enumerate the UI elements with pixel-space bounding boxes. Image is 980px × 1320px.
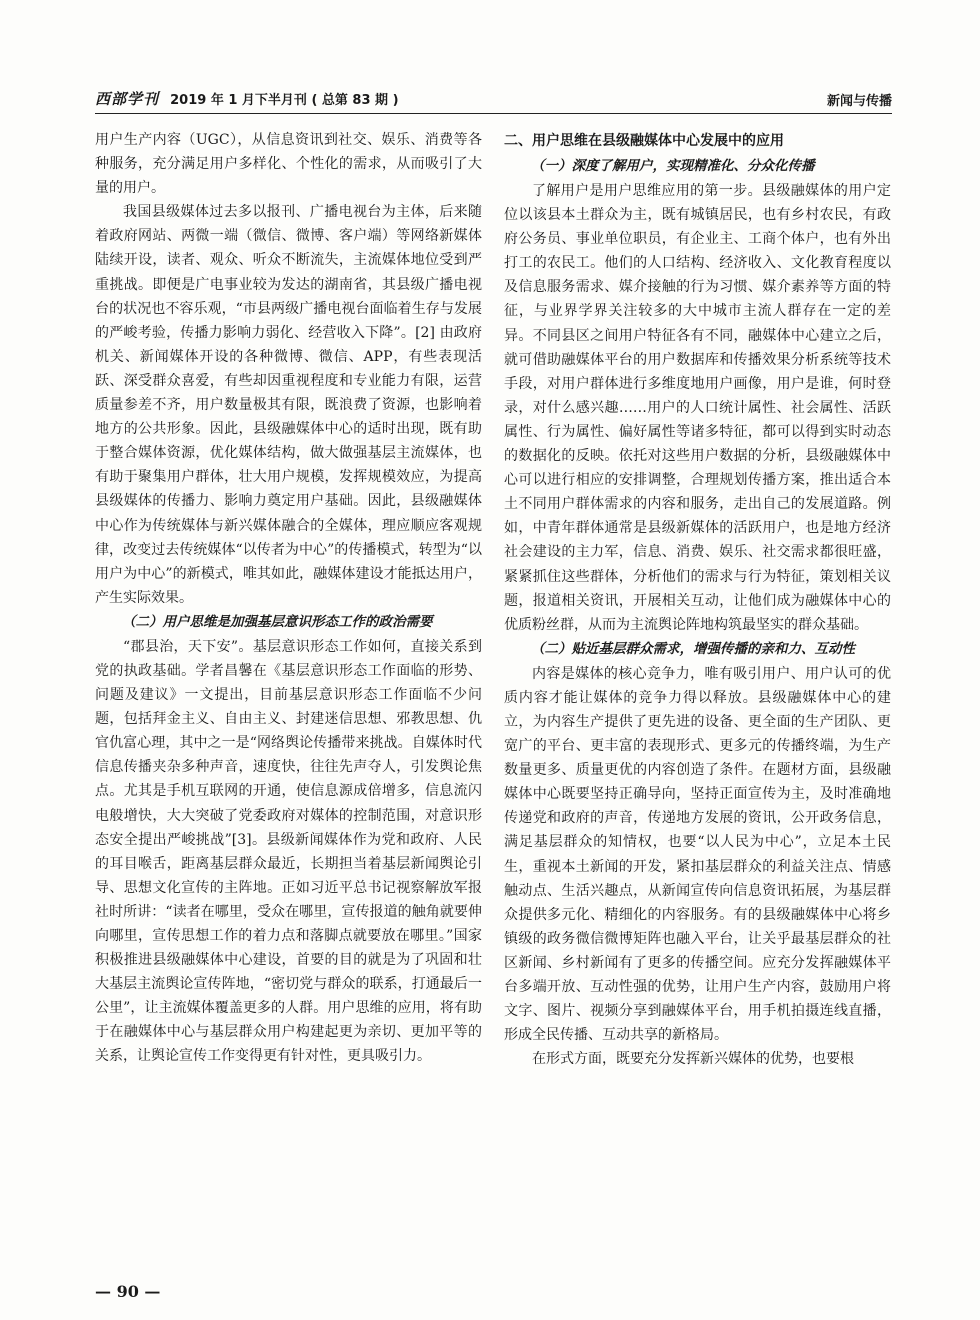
paragraph: 我国县级媒体过去多以报刊、广播电视台为主体，后来随着政府网站、两微一端（微信、微博、客户端）等网络新媒体陆续开设，读者、观众、听众不断流失，主流媒体地位受到严重挑战。即便是广电事业较为发达的湖南省，其县级广播电视台的状况也不容乐观，“市县两级广播电视台面临着生存与发展的严峻考验，传播力影响力弱化、经营收入下降”。[2] 由政府机关、新闻媒体开设的各种微博、微信、APP，有些表现活跃、深受群众喜爱，有些却因重视程度和专业能力有限，运营质量参差不齐，用户数量极其有限，既浪费了资源，也影响着地方的公共形象。因此，县级融媒体中心的适时出现，既有助于整合媒体资源，优化媒体结构，做大做强基层主流媒体，也有助于聚集用户群体，壮大用户规模，发挥规模效应，为提高县级媒体的传播力、影响力奠定用户基础。因此，县级融媒体中心作为传统媒体与新兴媒体融合的全媒体，理应顺应客观规律，改变过去传统媒体“以传者为中心”的传播模式，转型为“以用户为中心”的新模式，唯其如此，融媒体建设才能抵达用户，产生实际效果。 xyxy=(95,204,482,606)
right-column xyxy=(504,128,891,1071)
page-number: — 90 — xyxy=(95,1282,161,1301)
section-heading: 二、用户思维在县级融媒体中心发展中的应用 xyxy=(504,133,784,149)
section-name: 新闻与传播 xyxy=(826,94,892,109)
subsection-heading: （二）用户思维是加强基层意识形态工作的政治需要 xyxy=(122,613,433,630)
paragraph: 内容是媒体的核心竞争力，唯有吸引用户、用户认可的优质内容才能让媒体的竞争力得以释放。县级融媒体中心的建立，为内容生产提供了更先进的设备、更全面的生产团队、更宽广的平台、更丰富的表现形式、更多元的传播终端，为生产数量更多、质量更优的内容创造了条件。在题材方面，县级融媒体中心既要坚持正确导向，坚持正面宣传为主，及时准确地传递党和政府的声音，传递地方发展的资讯，公开政务信息，满足基层群众的知情权，也要“以人民为中心”，立足本土民生，重视本土新闻的开发，紧扣基层群众的利益关注点、情感触动点、生活兴趣点，从新闻宣传向信息资讯拓展，为基层群众提供多元化、精细化的内容服务。有的县级融媒体中心将乡镇级的政务微信微博矩阵也融入平台，让关乎最基层群众的社区新闻、乡村新闻有了更多的传播空间。应充分发挥融媒体平台多端开放、互动性强的优势，让用户生产内容，鼓励用户将文字、图片、视频分享到融媒体平台，用手机拍摄连线直播，形成全民传播、互动共享的新格局。 xyxy=(504,665,891,1044)
paragraph: 在形式方面，既要充分发挥新兴媒体的优势，也要根 xyxy=(532,1051,854,1068)
subsection-heading: （二）贴近基层群众需求，增强传播的亲和力、互动性 xyxy=(531,640,855,657)
paragraph: “郡县治，天下安”。基层意识形态工作如何，直接关系到党的执政基础。学者昌馨在《基层意识形态工作面临的形势、问题及建议》一文提出，目前基层意识形态工作面临不少问题，包括拜金主义、自由主义、封建迷信思想、邪教思想、仇官仇富心理，其中之一是“网络舆论传播带来挑战。自媒体时代信息传播夹杂多种声音，速度快，往往先声夺人，引发舆论焦点。尤其是手机互联网的开通，使信息源成倍增多，信息流闪电般增快，大大突破了党委政府对媒体的控制范围，对意识形态安全提出严峻挑战”[3]。县级新闻媒体作为党和政府、人民的耳目喉舌，距离基层群众最近，长期担当着基层新闻舆论引导、思想文化宣传的主阵地。正如习近平总书记视察解放军报社时所讲：“读者在哪里，受众在哪里，宣传报道的触角就要伸向哪里，宣传思想工作的着力点和落脚点就要放在哪里。”国家积极推进县级融媒体中心建设，首要的目的就是为了巩固和壮大基层主流舆论宣传阵地，“密切党与群众的联系，打通最后一公里”，让主流媒体覆盖更多的人群。用户思维的应用，将有助于在融媒体中心与基层群众用户构建起更为亲切、更加平等的关系，让舆论宣传工作变得更有针对性，更具吸引力。 xyxy=(95,638,482,1065)
journal-logo: 西部学刊 xyxy=(95,90,160,108)
paragraph: 了解用户是用户思维应用的第一步。县级融媒体的用户定位以该县本土群众为主，既有城镇居民，也有乡村农民，有政府公务员、事业单位职员，有企业主、工商个体户，也有外出打工的农民工。他们的人口结构、经济收入、文化教育程度以及信息服务需求、媒介接触的行为习惯、媒介素养等方面的特征，与业界学界关注较多的大中城市主流人群存在一定的差异。不同县区之间用户特征各有不同，融媒体中心建立之后，就可借助融媒体平台的用户数据库和传播效果分析系统等技术手段，对用户群体进行多维度地用户画像，用户是谁，何时登录，对什么感兴趣……用户的人口统计属性、社会属性、活跃属性、行为属性、偏好属性等诸多特征，都可以得到实时动态的数据化的反映。依托对这些用户数据的分析，县级融媒体中心可以进行相应的安排调整，合理规划传播方案，推出适合本土不同用户群体需求的内容和服务，走出自己的发展道路。例如，中青年群体通常是县级新媒体的活跃用户，也是地方经济社会建设的主力军，信息、消费、娱乐、社交需求都很旺盛，紧紧抓住这些群体，分析他们的需求与行为特征，策划相关议题，报道相关资讯，开展相关互动，让他们成为融媒体中心的优质粉丝群，从而为主流舆论阵地构筑最坚实的群众基础。 xyxy=(504,183,891,633)
header-left xyxy=(95,88,399,109)
running-header xyxy=(95,84,892,114)
left-column xyxy=(95,128,482,1069)
subsection-heading: （一）深度了解用户，实现精准化、分众化传播 xyxy=(531,158,815,174)
paragraph: 用户生产内容（UGC），从信息资讯到社交、娱乐、消费等各种服务，充分满足用户多样化、个性化的需求，从而吸引了大量的用户。 xyxy=(95,132,482,197)
issue-info: 2019 年 1 月下半月刊 ( 总第 83 期 ) xyxy=(170,93,399,108)
